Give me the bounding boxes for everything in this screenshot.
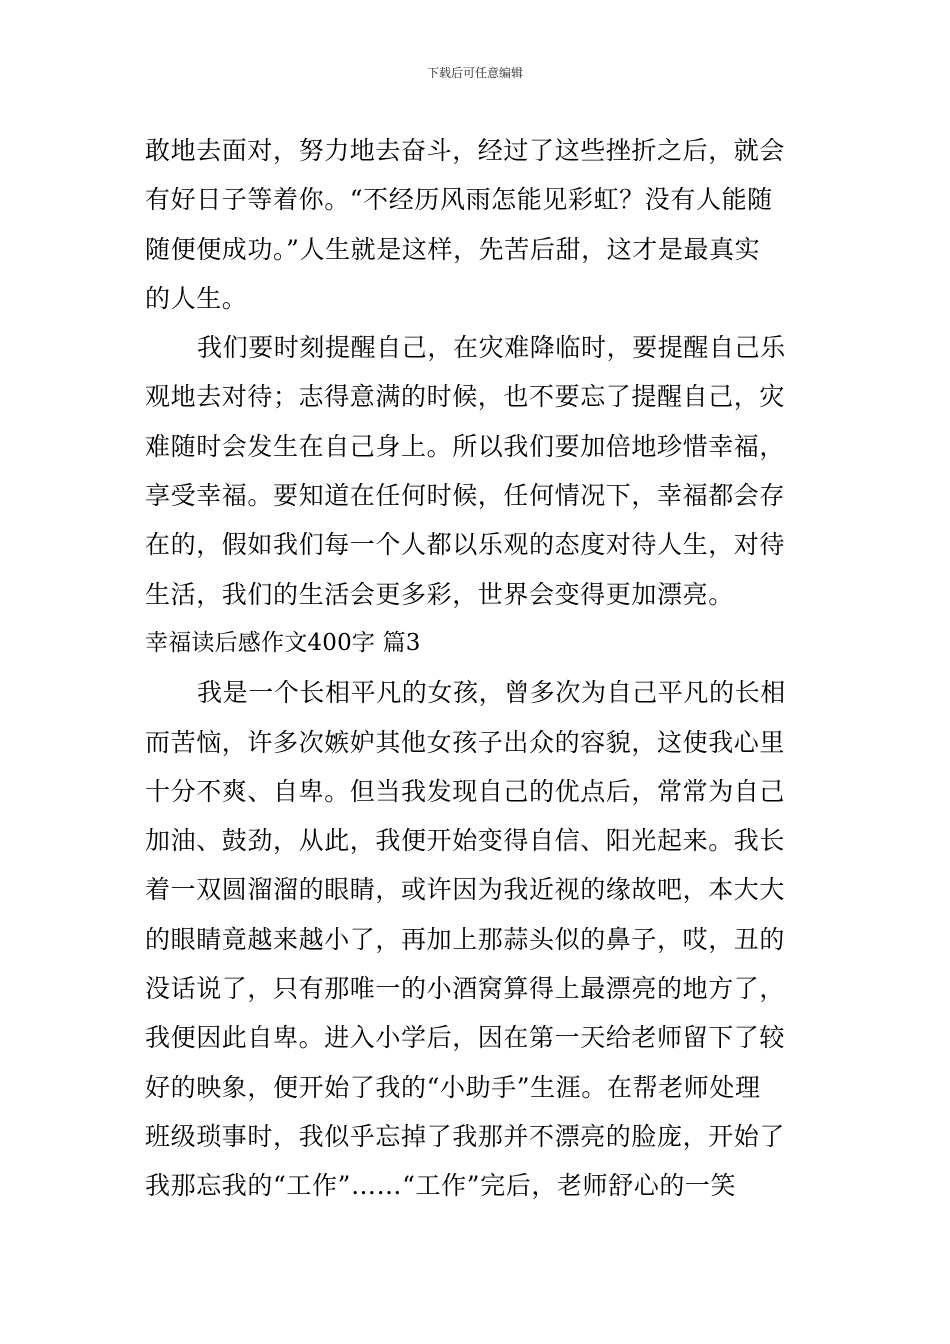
text-line: 随便便成功。”人生就是这样，先苦后甜，这才是最真实 — [145, 234, 761, 264]
paragraph-first-line: 我们要时刻提醒自己，在灾难降临时，要提醒自己乐 — [197, 333, 786, 363]
text-line: 敢地去面对，努力地去奋斗，经过了这些挫折之后，就会 — [145, 136, 786, 165]
text-line: 有好日子等着你。“不经历风雨怎能见彩虹？没有人能随 — [145, 185, 773, 215]
text-line: 我那忘我的“工作”……“工作”完后，老师舒心的一笑 — [145, 1171, 737, 1201]
text-line: 难随时会发生在自己身上。所以我们要加倍地珍惜幸福， — [145, 431, 786, 461]
paragraph-first-line: 我是一个长相平凡的女孩，曾多次为自己平凡的长相 — [197, 678, 786, 708]
text-line: 生活，我们的生活会更多彩，世界会变得更加漂亮。 — [145, 579, 734, 609]
text-line: 着一双圆溜溜的眼睛，或许因为我近视的缘故吧，本大大 — [145, 875, 786, 905]
text-line: 的眼睛竟越来越小了，再加上那蒜头似的鼻子，哎，丑的 — [145, 924, 786, 954]
section-heading: 幸福读后感作文400字 篇3 — [145, 629, 421, 656]
text-line: 观地去对待；志得意满的时候，也不要忘了提醒自己，灾 — [145, 382, 786, 412]
text-line: 的人生。 — [145, 283, 248, 313]
text-line: 班级琐事时，我似乎忘掉了我那并不漂亮的脸庞，开始了 — [145, 1121, 786, 1151]
text-line: 加油、鼓劲，从此，我便开始变得自信、阳光起来。我长 — [145, 826, 786, 856]
text-line: 享受幸福。要知道在任何时候，任何情况下，幸福都会存 — [145, 481, 786, 511]
text-line: 没话说了，只有那唯一的小酒窝算得上最漂亮的地方了， — [145, 974, 786, 1004]
text-line: 十分不爽、自卑。但当我发现自己的优点后，常常为自己 — [145, 776, 786, 806]
text-line: 而苦恼，许多次嫉妒其他女孩子出众的容貌，这使我心里 — [145, 727, 786, 757]
text-line: 我便因此自卑。进入小学后，因在第一天给老师留下了较 — [145, 1023, 786, 1053]
document-body — [145, 126, 807, 1211]
text-line: 在的，假如我们每一个人都以乐观的态度对待人生，对待 — [145, 530, 786, 560]
page-header: 下载后可任意编辑 — [426, 66, 523, 80]
text-line: 好的映象，便开始了我的“小助手”生涯。在帮老师处理 — [145, 1072, 761, 1102]
